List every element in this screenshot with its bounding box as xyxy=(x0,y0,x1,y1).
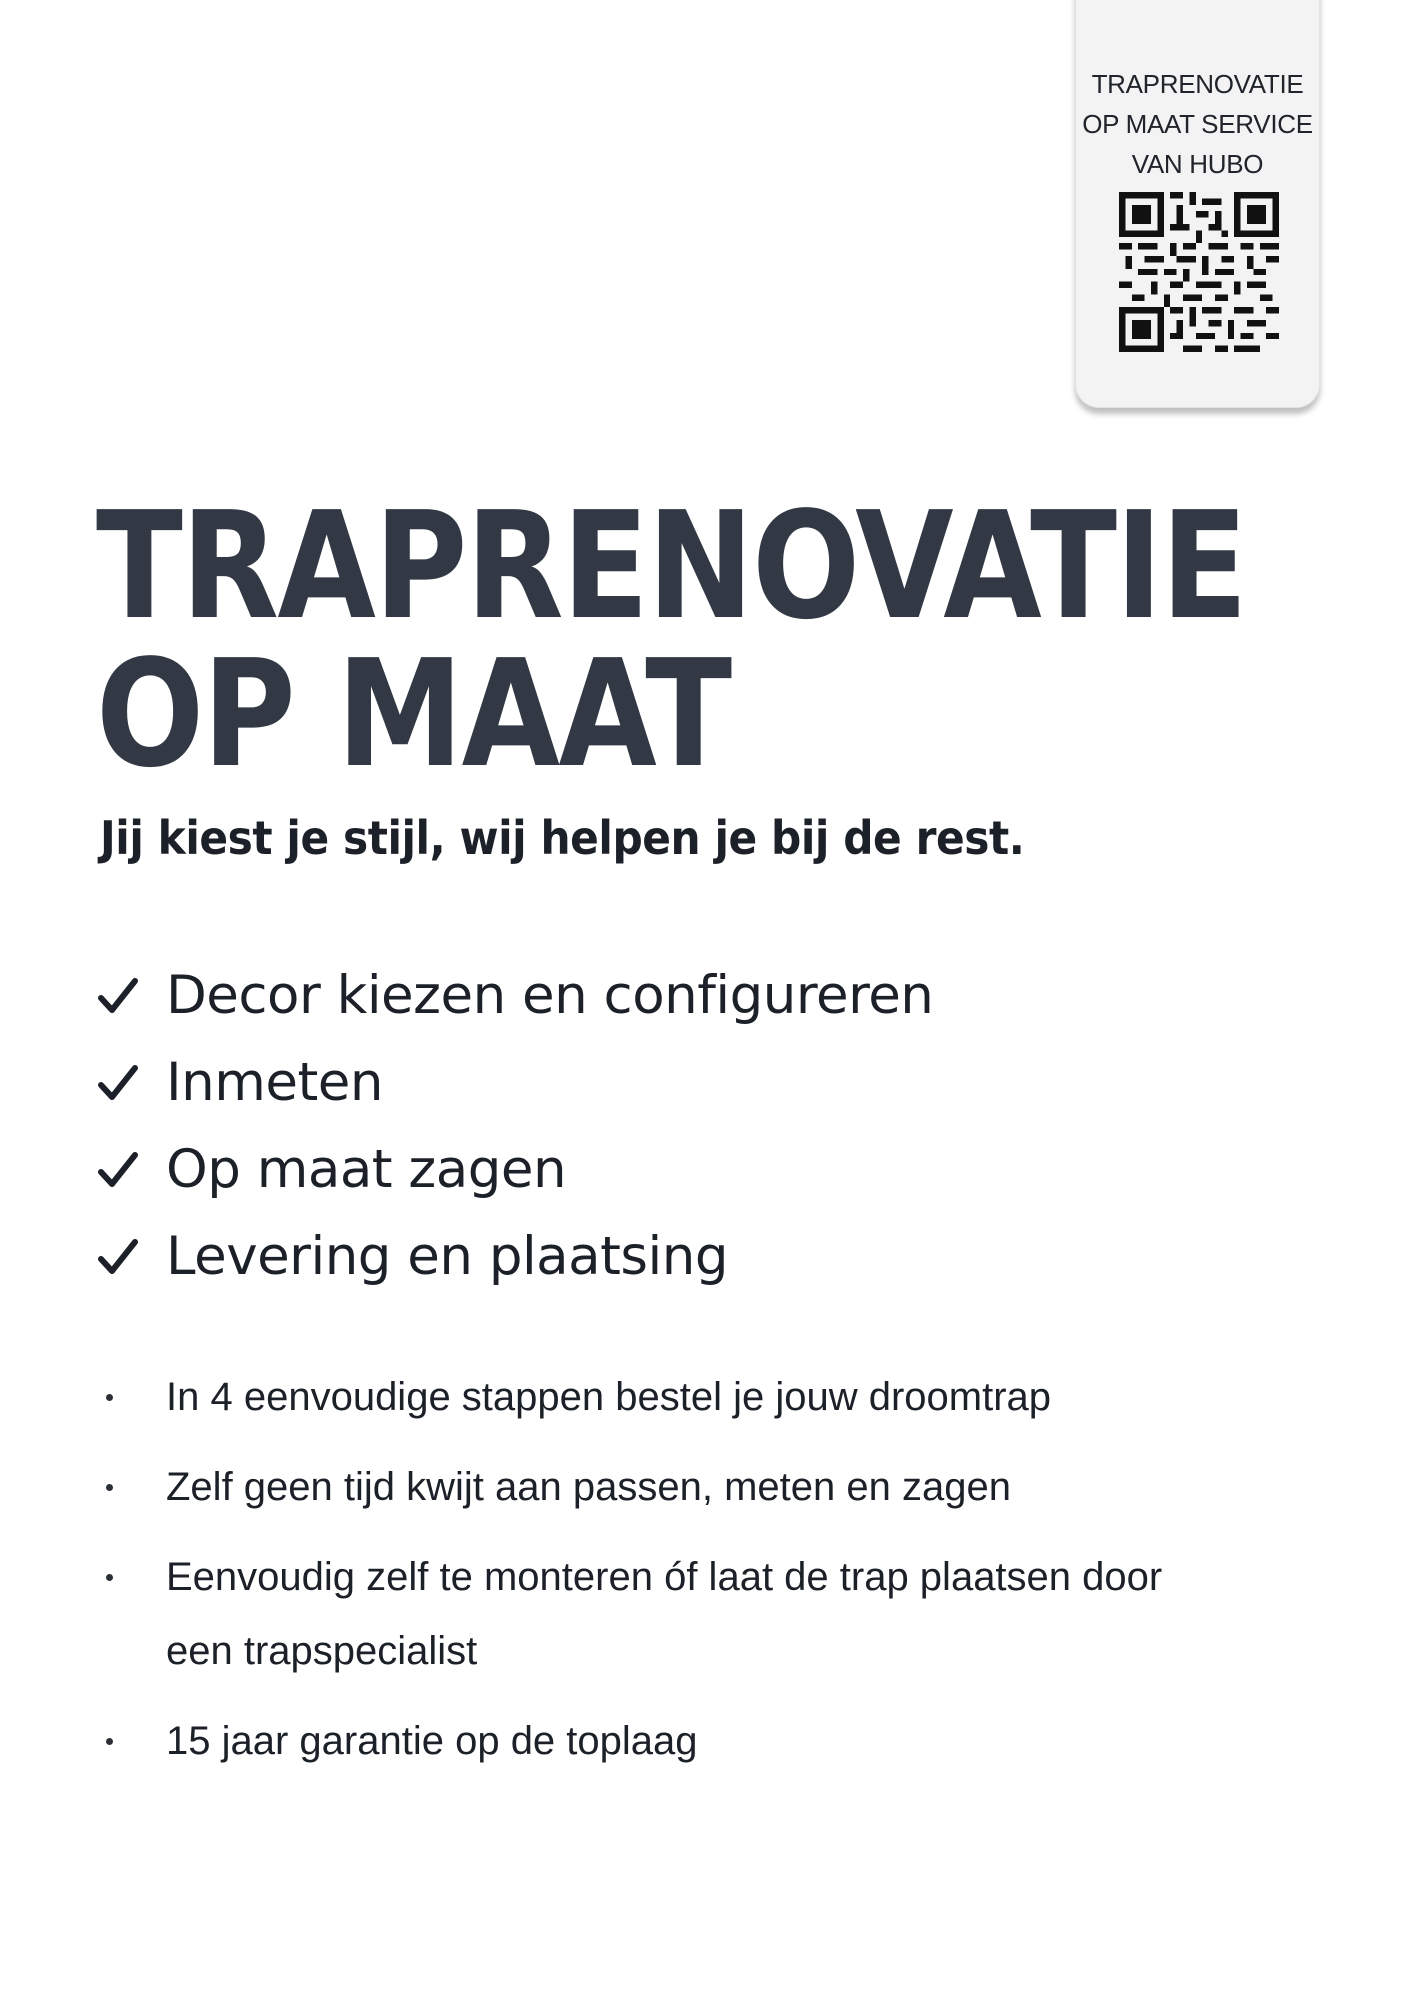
qr-tag-line: OP MAAT SERVICE xyxy=(1082,109,1313,139)
checklist-item xyxy=(98,952,933,1039)
bullet-icon xyxy=(106,1574,113,1581)
list-item xyxy=(100,1704,1180,1778)
list-item xyxy=(100,1450,1180,1524)
checkmark-icon xyxy=(98,1063,138,1103)
title-line-1: TRAPRENOVATIE xyxy=(96,480,1247,652)
qr-tag-line: TRAPRENOVATIE xyxy=(1091,69,1304,99)
checkmark-icon xyxy=(98,1150,138,1190)
checkmark-icon xyxy=(98,976,138,1016)
subtitle: Jij kiest je stijl, wij helpen je bij de rest. xyxy=(100,811,1025,865)
checklist-item-label: Inmeten xyxy=(166,1052,383,1113)
bullet-icon xyxy=(106,1394,113,1401)
qr-tag-card xyxy=(1075,0,1320,408)
qr-tag-text xyxy=(1075,64,1320,184)
checklist-item-label: Decor kiezen en configureren xyxy=(166,965,934,1026)
list-item xyxy=(100,1360,1180,1434)
list-item-text: 15 jaar garantie op de toplaag xyxy=(166,1719,698,1763)
checklist-item xyxy=(98,1039,933,1126)
bullet-icon xyxy=(106,1484,113,1491)
list-item-text: Zelf geen tijd kwijt aan passen, meten en zagen xyxy=(166,1465,1011,1509)
benefits-list xyxy=(100,1360,1180,1794)
checklist-item xyxy=(98,1213,933,1300)
list-item-text: In 4 eenvoudige stappen bestel je jouw droomtrap xyxy=(166,1375,1052,1419)
qr-code-icon[interactable] xyxy=(1119,192,1279,352)
title-line-2: OP MAAT xyxy=(96,628,731,800)
page-title xyxy=(96,480,1247,800)
list-item-text: Eenvoudig zelf te monteren óf laat de trap plaatsen door een trapspecialist xyxy=(166,1555,1163,1673)
checkmark-icon xyxy=(98,1237,138,1277)
bullet-icon xyxy=(106,1738,113,1745)
qr-tag-line: VAN HUBO xyxy=(1131,149,1264,179)
service-checklist xyxy=(98,952,933,1300)
checklist-item xyxy=(98,1126,933,1213)
checklist-item-label: Levering en plaatsing xyxy=(166,1226,728,1287)
list-item xyxy=(100,1540,1180,1688)
checklist-item-label: Op maat zagen xyxy=(166,1139,567,1200)
